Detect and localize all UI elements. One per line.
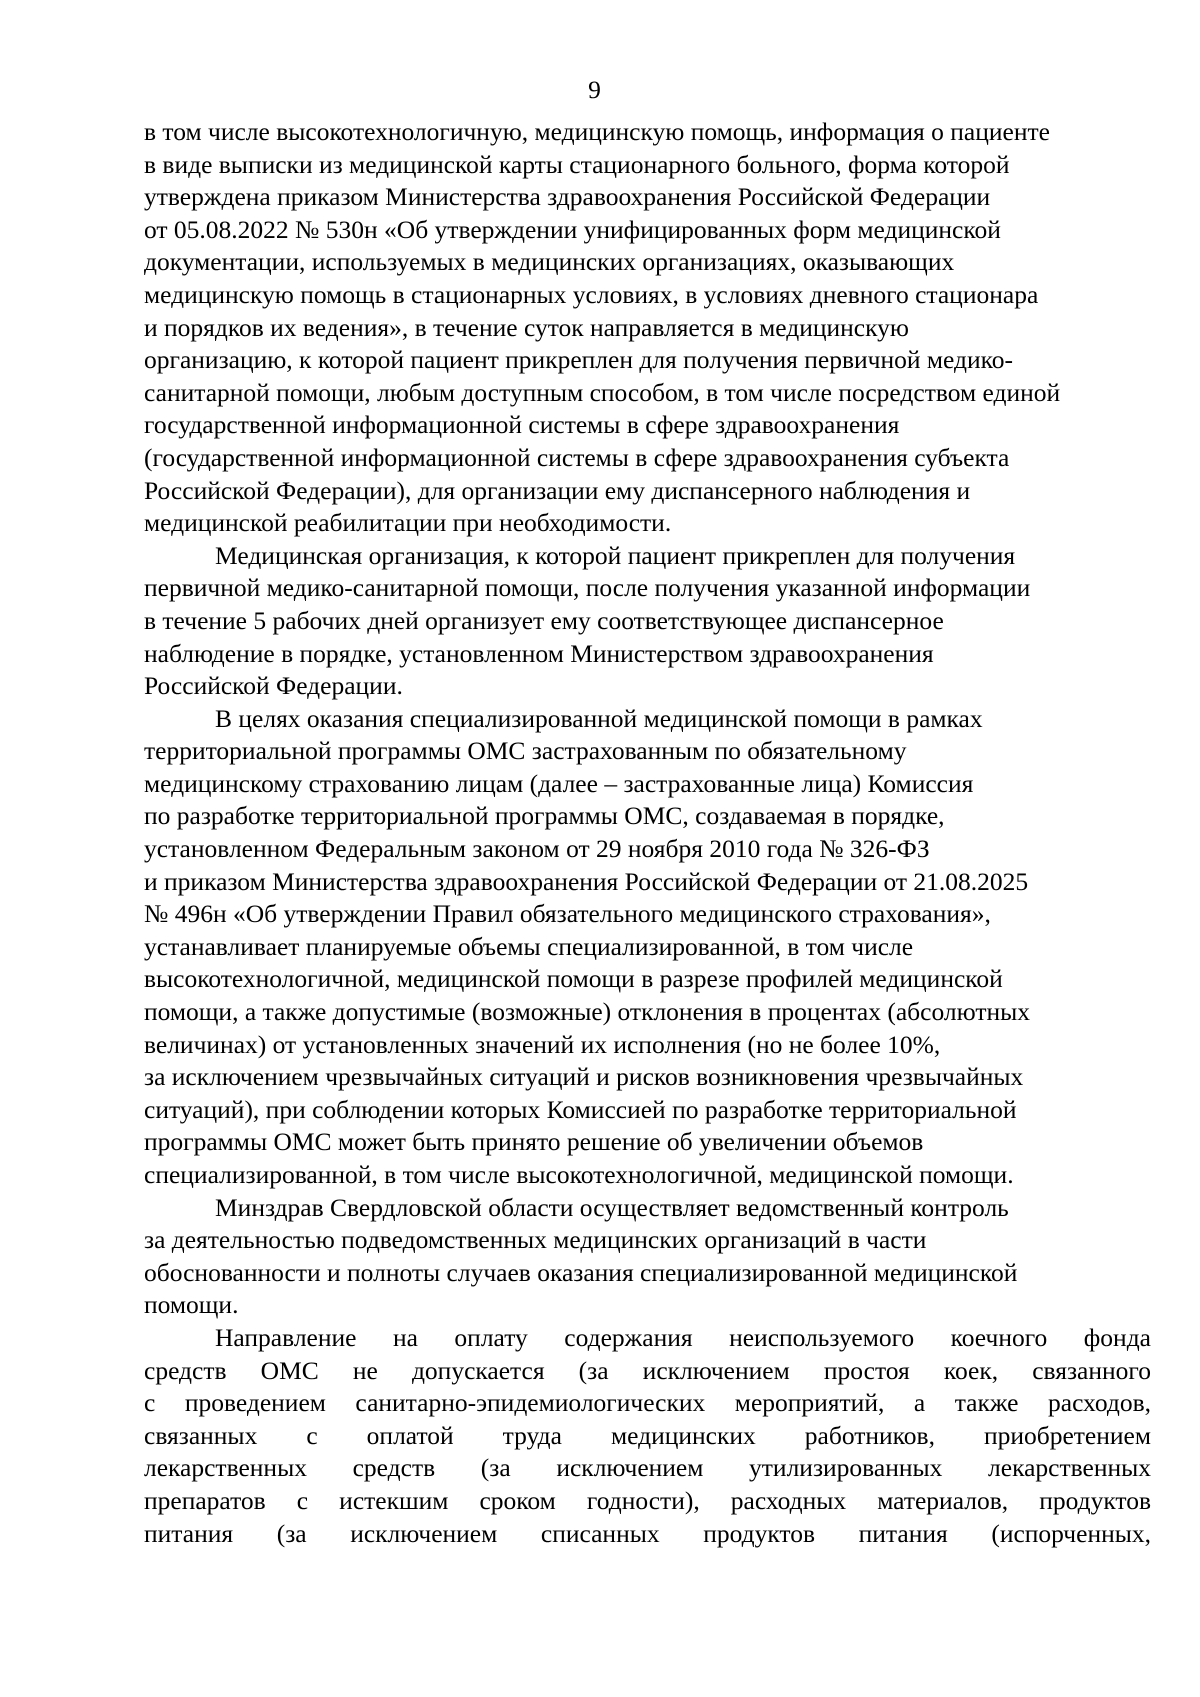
text-line: В целях оказания специализированной медицинской помощи в рамках [215, 703, 983, 733]
paragraph [144, 1192, 1151, 1322]
text-line: Российской Федерации. [144, 671, 403, 701]
text-line: (государственной информационной системы в сфере здравоохранения субъекта [144, 442, 1010, 472]
text-line: помощи, а также допустимые (возможные) отклонения в процентах (абсолютных [144, 997, 1030, 1027]
text-line: и приказом Министерства здравоохранения Российской Федерации от 21.08.2025 [144, 866, 1029, 896]
text-line: территориальной программы ОМС застрахованным по обязательному [144, 736, 907, 766]
text-line: в том числе высокотехнологичную, медицинскую помощь, информация о пациенте [144, 117, 1050, 146]
text-line: специализированной, в том числе высокотехнологичной, медицинской помощи. [144, 1160, 1014, 1189]
text-line: Направление на оплату содержания неиспользуемого коечного фонда [215, 1322, 1151, 1352]
text-line: от 05.08.2022 № 530н «Об утверждении унифицированных форм медицинской [144, 214, 1001, 244]
text-line: медицинскому страхованию лицам (далее – застрахованные лица) Комиссия [144, 768, 974, 798]
text-line: помощи. [144, 1290, 239, 1320]
text-line: и порядков их ведения», в течение суток направляется в медицинскую [144, 312, 909, 342]
text-line: документации, используемых в медицинских организациях, оказывающих [144, 247, 955, 277]
text-line: лекарственных средств (за исключением утилизированных лекарственных [144, 1453, 1151, 1483]
document-body [144, 116, 1151, 1550]
text-line: программы ОМС может быть принято решение об увеличении объемов [144, 1127, 924, 1157]
text-line: организацию, к которой пациент прикреплен для получения первичной медико- [144, 345, 1013, 375]
text-line: Российской Федерации), для организации ему диспансерного наблюдения и [144, 475, 971, 505]
text-line: препаратов с истекшим сроком годности), расходных материалов, продуктов [144, 1485, 1151, 1515]
text-line: ситуаций), при соблюдении которых Комиссией по разработке территориальной [144, 1094, 1017, 1124]
text-line: за исключением чрезвычайных ситуаций и рисков возникновения чрезвычайных [144, 1062, 1024, 1092]
text-line: устанавливает планируемые объемы специализированной, в том числе [144, 931, 914, 961]
text-line: связанных с оплатой труда медицинских работников, приобретением [144, 1420, 1151, 1450]
text-line: санитарной помощи, любым доступным способом, в том числе посредством единой [144, 377, 1061, 407]
text-line: медицинскую помощь в стационарных условиях, в условиях дневного стационара [144, 279, 1039, 309]
text-line: обоснованности и полноты случаев оказания специализированной медицинской [144, 1257, 1018, 1287]
text-line: высокотехнологичной, медицинской помощи в разрезе профилей медицинской [144, 964, 1003, 994]
paragraph [144, 1322, 1151, 1550]
text-line: средств ОМС не допускается (за исключением простоя коек, связанного [144, 1355, 1151, 1385]
text-line: медицинской реабилитации при необходимости. [144, 508, 672, 538]
text-line: наблюдение в порядке, установленном Министерством здравоохранения [144, 638, 934, 668]
text-line: в виде выписки из медицинской карты стационарного больного, форма которой [144, 149, 1010, 179]
text-line: Минздрав Свердловской области осуществляет ведомственный контроль [215, 1192, 1009, 1222]
text-line: по разработке территориальной программы ОМС, создаваемая в порядке, [144, 801, 945, 831]
text-line: первичной медико-санитарной помощи, после получения указанной информации [144, 573, 1031, 603]
text-line: государственной информационной системы в сфере здравоохранения [144, 410, 900, 440]
text-line: установленном Федеральным законом от 29 ноября 2010 года № 326-ФЗ [144, 834, 930, 864]
text-line: в течение 5 рабочих дней организует ему соответствующее диспансерное [144, 605, 944, 635]
text-line: № 496н «Об утверждении Правил обязательного медицинского страхования», [144, 899, 991, 929]
text-line: Медицинская организация, к которой пациент прикреплен для получения [215, 540, 1016, 570]
paragraph [144, 116, 1151, 540]
text-line: с проведением санитарно-эпидемиологических мероприятий, а также расходов, [144, 1388, 1151, 1418]
text-line: утверждена приказом Министерства здравоохранения Российской Федерации [144, 182, 991, 212]
text-line: величинах) от установленных значений их исполнения (но не более 10%, [144, 1029, 941, 1059]
paragraph [144, 703, 1151, 1192]
text-line: за деятельностью подведомственных медицинских организаций в части [144, 1225, 927, 1255]
page-number: 9 [588, 75, 601, 104]
paragraph [144, 540, 1151, 703]
text-line: питания (за исключением списанных продуктов питания (испорченных, [144, 1518, 1151, 1548]
